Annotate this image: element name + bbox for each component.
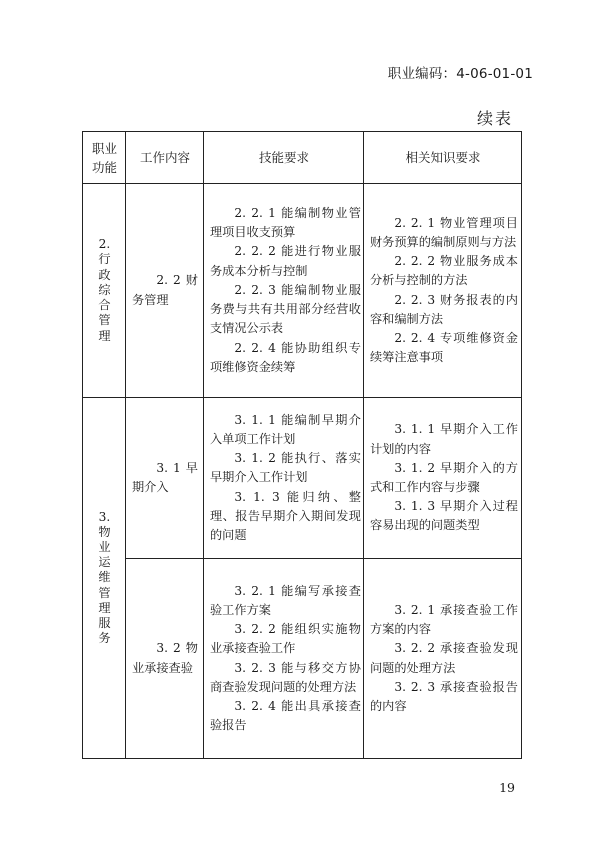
- occupation-code: 职业编码：4-06-01-01: [387, 66, 533, 82]
- skill-item: 2. 2. 4 能协助组织专项维修资金续筹: [210, 340, 361, 374]
- knowledge-item: 2. 2. 3 财务报表的内容和编制方法: [370, 292, 518, 326]
- knowledge-item: 2. 2. 1 物业管理项目财务预算的编制原则与方法: [370, 215, 518, 249]
- skill-item: 3. 2. 3 能与移交方协商查验发现问题的处理方法: [210, 660, 361, 694]
- knowledge-cell: [364, 559, 522, 758]
- skill-item: 2. 2. 2 能进行物业服务成本分析与控制: [210, 244, 361, 278]
- skill-item: 3. 2. 4 能出具承接查验报告: [210, 698, 361, 733]
- header-work-content: 工作内容: [139, 150, 190, 165]
- function-cell-3: [83, 398, 126, 758]
- knowledge-item: 3. 1. 2 早期介入的方式和工作内容与步骤: [370, 460, 518, 494]
- header-knowledge: 相关知识要求: [405, 150, 481, 165]
- knowledge-cell: [364, 398, 522, 558]
- knowledge-item: 3. 1. 1 早期介入工作计划的内容: [370, 422, 518, 456]
- skill-item: 3. 2. 1 能编写承接查验工作方案: [210, 583, 361, 617]
- skill-item: 3. 1. 1 能编制早期介入单项工作计划: [210, 412, 361, 446]
- header-function: 职业 功能: [91, 140, 117, 175]
- knowledge-item: 2. 2. 2 物业服务成本分析与控制的方法: [370, 254, 518, 288]
- skill-item: 3. 1. 3 能归纳、整理、报告早期介入期间发现的问题: [210, 489, 361, 542]
- function-number: 2.: [98, 237, 111, 252]
- skill-item: 3. 2. 2 能组织实施物业承接查验工作: [210, 622, 361, 656]
- work-content: 3. 2 物业承接查验: [132, 641, 198, 675]
- function-name: 行政综合管理: [98, 252, 111, 343]
- work-content-cell: [126, 398, 204, 558]
- work-content: 2. 2 财务管理: [132, 273, 198, 307]
- header-skills: 技能要求: [258, 150, 309, 165]
- knowledge-item: 3. 1. 3 早期介入过程容易出现的问题类型: [370, 499, 518, 533]
- page-number: 19: [499, 780, 515, 795]
- skills-cell: [204, 398, 364, 558]
- skill-item: 2. 2. 3 能编制物业服务费与共有共用部分经营收支情况公示表: [210, 282, 361, 336]
- function-name: 物业运维管理服务: [98, 524, 111, 646]
- function-number: 3.: [98, 509, 111, 524]
- knowledge-item: 3. 2. 2 承接查验发现问题的处理方法: [370, 641, 518, 675]
- skill-item: 2. 2. 1 能编制物业管理项目收支预算: [210, 206, 361, 240]
- work-content: 3. 1 早期介入: [132, 460, 198, 494]
- work-content-cell: [126, 184, 204, 397]
- work-content-cell: [126, 559, 204, 758]
- skills-cell: [204, 184, 364, 397]
- knowledge-cell: [364, 184, 522, 397]
- skills-cell: [204, 559, 364, 758]
- continued-label: 续表: [476, 109, 513, 128]
- knowledge-item: 2. 2. 4 专项维修资金续筹注意事项: [370, 330, 518, 365]
- knowledge-item: 3. 2. 1 承接查验工作方案的内容: [370, 602, 518, 637]
- skill-item: 3. 1. 2 能执行、落实早期介入工作计划: [210, 451, 361, 485]
- knowledge-item: 3. 2. 3 承接查验报告的内容: [370, 679, 518, 713]
- function-cell-2: [83, 184, 126, 397]
- standards-table: [82, 131, 522, 759]
